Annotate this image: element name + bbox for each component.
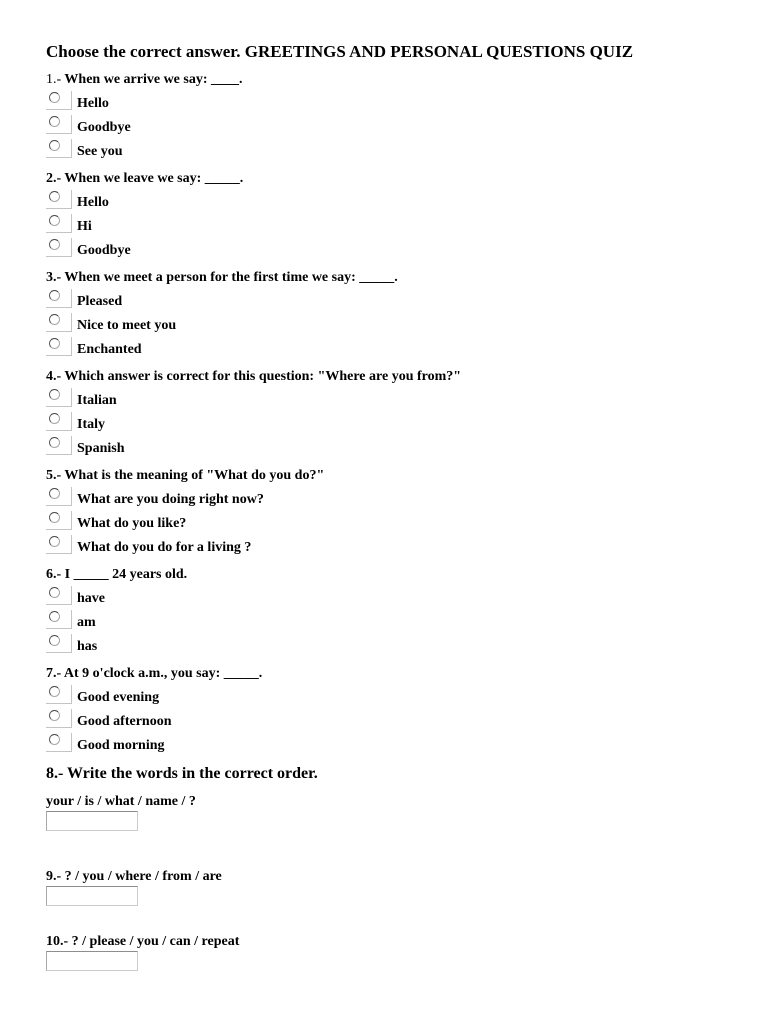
question-text <box>46 69 768 91</box>
radio-cell <box>46 388 72 407</box>
ordering-prompt: your / is / what / name / ? <box>46 794 196 809</box>
q7-option[interactable] <box>46 709 768 733</box>
radio-cell <box>46 214 72 233</box>
radio-cell <box>46 139 72 158</box>
radio-button[interactable] <box>49 512 60 523</box>
q7-option[interactable] <box>46 685 768 709</box>
radio-button[interactable] <box>49 587 60 598</box>
radio-button[interactable] <box>49 338 60 349</box>
option-label: Goodbye <box>77 120 131 135</box>
radio-button[interactable] <box>49 710 60 721</box>
radio-button[interactable] <box>49 734 60 745</box>
radio-button[interactable] <box>49 191 60 202</box>
question-2 <box>46 168 768 267</box>
q5-option[interactable] <box>46 487 768 511</box>
option-label: Hello <box>77 195 109 210</box>
option-label: Italian <box>77 393 117 408</box>
question-text <box>46 168 768 190</box>
radio-cell <box>46 238 72 257</box>
radio-cell <box>46 586 72 605</box>
answer-input-9[interactable] <box>46 886 138 906</box>
radio-button[interactable] <box>49 389 60 400</box>
question-number: 6.- <box>46 567 62 582</box>
question-prompt: What is the meaning of "What do you do?" <box>64 468 325 483</box>
radio-button[interactable] <box>49 239 60 250</box>
radio-button[interactable] <box>49 413 60 424</box>
radio-button[interactable] <box>49 536 60 547</box>
option-label: Good afternoon <box>77 714 172 729</box>
option-label: What are you doing right now? <box>77 492 264 507</box>
q4-option[interactable] <box>46 412 768 436</box>
option-label: Italy <box>77 417 105 432</box>
radio-cell <box>46 535 72 554</box>
option-label: Hi <box>77 219 92 234</box>
radio-button[interactable] <box>49 611 60 622</box>
option-label: am <box>77 615 96 630</box>
answer-input-10[interactable] <box>46 951 138 971</box>
option-label: Goodbye <box>77 243 131 258</box>
radio-button[interactable] <box>49 314 60 325</box>
question-prompt: When we leave we say: _____. <box>64 171 244 186</box>
question-7 <box>46 663 768 762</box>
radio-cell <box>46 436 72 455</box>
ordering-heading: 8.- Write the words in the correct order. <box>46 765 318 782</box>
option-label: Good evening <box>77 690 160 705</box>
radio-cell <box>46 685 72 704</box>
radio-cell <box>46 190 72 209</box>
question-text <box>46 663 768 685</box>
answer-input-8[interactable] <box>46 811 138 831</box>
radio-cell <box>46 610 72 629</box>
radio-button[interactable] <box>49 290 60 301</box>
option-label: See you <box>77 144 123 159</box>
q3-option[interactable] <box>46 337 768 361</box>
question-number: 1.- <box>46 72 62 87</box>
option-label: Enchanted <box>77 342 142 357</box>
q1-option[interactable] <box>46 115 768 139</box>
option-label: has <box>77 639 98 654</box>
question-prompt: I _____ 24 years old. <box>64 567 188 582</box>
option-label: Hello <box>77 96 109 111</box>
question-number: 2.- <box>46 171 62 186</box>
question-number: 3.- <box>46 270 62 285</box>
question-prompt: At 9 o'clock a.m., you say: _____. <box>63 666 263 681</box>
q5-option[interactable] <box>46 535 768 559</box>
radio-cell <box>46 709 72 728</box>
radio-cell <box>46 511 72 530</box>
option-label: Good morning <box>77 738 165 753</box>
q2-option[interactable] <box>46 238 768 262</box>
question-number: 5.- <box>46 468 62 483</box>
radio-button[interactable] <box>49 437 60 448</box>
q3-option[interactable] <box>46 289 768 313</box>
ordering-prompt: 10.- ? / please / you / can / repeat <box>46 934 240 949</box>
radio-button[interactable] <box>49 215 60 226</box>
question-text <box>46 465 768 487</box>
radio-button[interactable] <box>49 140 60 151</box>
question-3 <box>46 267 768 366</box>
radio-button[interactable] <box>49 92 60 103</box>
question-4 <box>46 366 768 465</box>
q4-option[interactable] <box>46 436 768 460</box>
radio-button[interactable] <box>49 116 60 127</box>
option-label: What do you do for a living ? <box>77 540 252 555</box>
option-label: have <box>77 591 105 606</box>
q7-option[interactable] <box>46 733 768 757</box>
page-title: Choose the correct answer. GREETINGS AND PERSONAL QUESTIONS QUIZ <box>46 42 634 61</box>
radio-cell <box>46 337 72 356</box>
question-text <box>46 366 768 388</box>
option-label: Spanish <box>77 441 125 456</box>
q3-option[interactable] <box>46 313 768 337</box>
radio-button[interactable] <box>49 686 60 697</box>
question-number: 4.- <box>46 369 62 384</box>
ordering-prompt: 9.- ? / you / where / from / are <box>46 869 222 884</box>
radio-cell <box>46 91 72 110</box>
q6-option[interactable] <box>46 586 768 610</box>
radio-cell <box>46 412 72 431</box>
q2-option[interactable] <box>46 190 768 214</box>
q4-option[interactable] <box>46 388 768 412</box>
question-prompt: When we arrive we say: ____. <box>64 72 243 87</box>
question-prompt: When we meet a person for the first time we say: _____. <box>64 270 398 285</box>
radio-button[interactable] <box>49 635 60 646</box>
q6-option[interactable] <box>46 610 768 634</box>
q5-option[interactable] <box>46 511 768 535</box>
radio-cell <box>46 289 72 308</box>
option-label: Pleased <box>77 294 123 309</box>
radio-button[interactable] <box>49 488 60 499</box>
q1-option[interactable] <box>46 91 768 115</box>
radio-cell <box>46 634 72 653</box>
question-prompt: Which answer is correct for this question: "Where are you from?" <box>64 369 462 384</box>
radio-cell <box>46 733 72 752</box>
option-label: Nice to meet you <box>77 318 177 333</box>
radio-cell <box>46 313 72 332</box>
question-number: 7.- <box>46 666 62 681</box>
question-1 <box>46 69 768 168</box>
question-5 <box>46 465 768 564</box>
question-6 <box>46 564 768 663</box>
question-text <box>46 267 768 289</box>
option-label: What do you like? <box>77 516 187 531</box>
q6-option[interactable] <box>46 634 768 658</box>
radio-cell <box>46 115 72 134</box>
q1-option[interactable] <box>46 139 768 163</box>
radio-cell <box>46 487 72 506</box>
question-text <box>46 564 768 586</box>
q2-option[interactable] <box>46 214 768 238</box>
